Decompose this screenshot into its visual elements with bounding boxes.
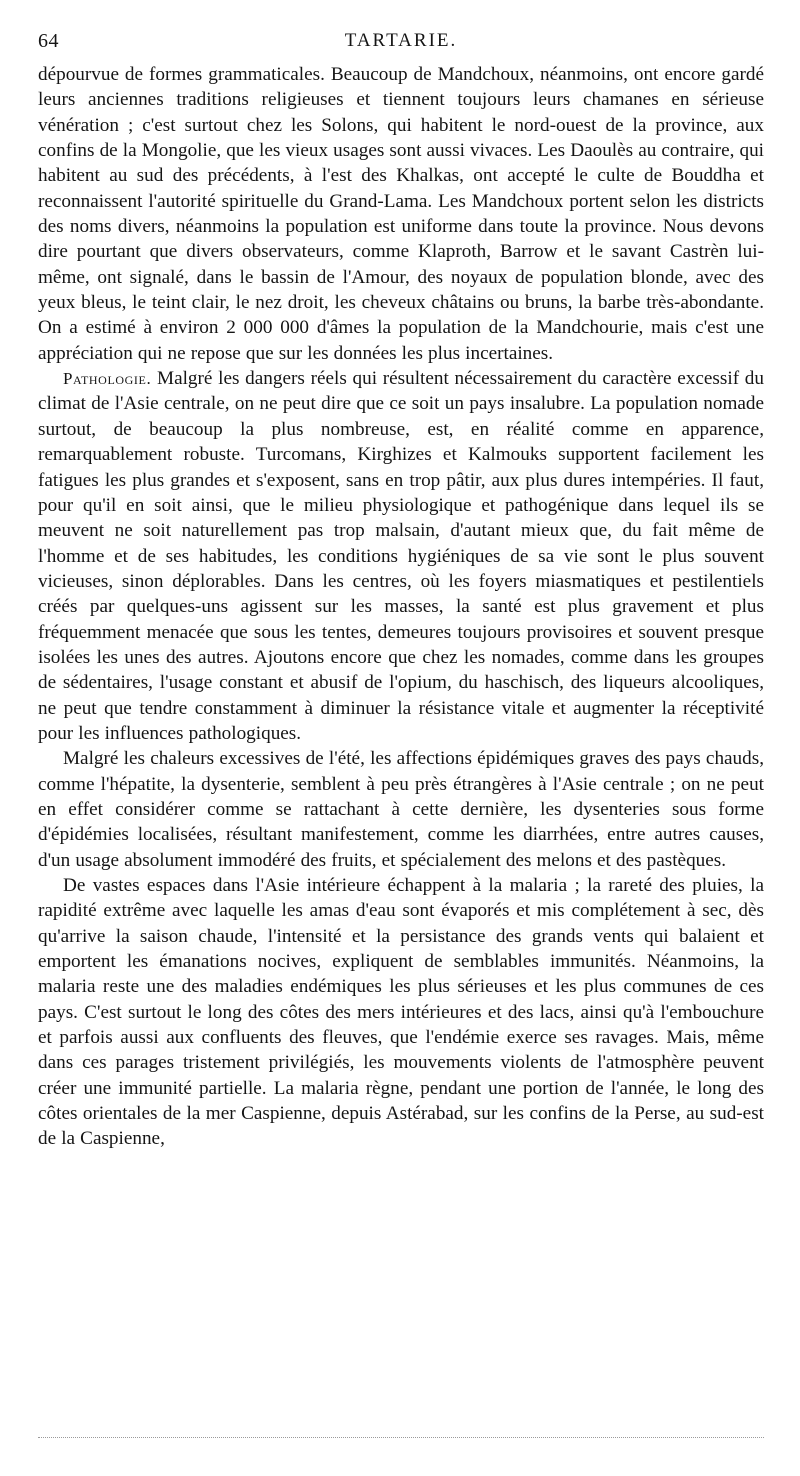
paragraph-text: dépourvue de formes grammaticales. Beaucoup de Mandchoux, néanmoins, ont encore gardé leurs anciennes traditions religieuses et tiennent toujours leurs chamanes en sérieuse vénération ; c'est surtout chez les Solons, qui habitent le nord-ouest de la province, aux confins de la Mongolie, que les vieux usages sont aussi vivaces. Les Daoulès au contraire, qui habitent au sud des précédents, à l'est des Khalkas, ont accepté le culte de Bouddha et reconnaissent l'autorité spirituelle du Grand-Lama. Les Mandchoux portent selon les districts des noms divers, néanmoins la population est uniforme dans toute la province. Nous devons dire pourtant que divers observateurs, comme Klaproth, Barrow et le savant Castrèn lui-même, ont signalé, dans le bassin de l'Amour, des noyaux de population blonde, avec des yeux bleus, le teint clair, le nez droit, les cheveux châtains ou bruns, la barbe très-abondante. On a estimé à environ 2 000 000 d'âmes la population de la Mandchourie, mais c'est une appréciation qui ne repose que sur les données les plus incertaines. [38,64,764,364]
paragraph-text: Malgré les chaleurs excessives de l'été, les affections épidémiques graves des pays chauds, comme l'hépatite, la dysenterie, semblent à peu près étrangères à l'Asie centrale ; on ne peut en effet considérer comme se rattachant à cette dernière, les dysenteries sous forme d'épidémies localisées, résultant manifestement, comme les diarrhées, entre autres causes, d'un usage absolument immodéré des fruits, et spécialement des melons et des pastèques. [38,748,764,871]
section-heading-pathologie: Pathologie. [63,369,152,389]
running-title: TARTARIE. [344,30,458,51]
paragraph-mandchourie-end [38,62,764,366]
body-text [38,62,764,1152]
paragraph-text: De vastes espaces dans l'Asie intérieure échappent à la malaria ; la rareté des pluies, la rapidité extrême avec laquelle les amas d'eau sont évaporés et mis complétement à sec, dès qu'arrive la saison chaude, l'intensité et la persistance des grands vents qui balaient et emportent les émanations nocives, expliquent de semblables immunités. Néanmoins, la malaria reste une des maladies endémiques les plus sérieuses et les plus communes de ces pays. C'est surtout le long des côtes des mers intérieures et des lacs, ainsi qu'à l'embouchure et parfois aussi aux confluents des fleuves, que l'endémie exerce ses ravages. Mais, même dans ces parages tristement privilégiés, les mouvements violents de l'atmosphère peuvent créer une immunité partielle. La malaria règne, pendant une portion de l'année, le long des côtes orientales de la mer Caspienne, depuis Astérabad, sur les confins de la Perse, au sud-est de la Caspienne, [38,875,764,1150]
paragraph-pathologie [38,366,764,746]
footer-dotted-rule [38,1437,764,1438]
page-number: 64 [38,30,59,52]
page-header [38,30,764,60]
paragraph-text: Malgré les dangers réels qui résultent nécessairement du caractère excessif du climat de l'Asie centrale, on ne peut dire que ce soit un pays insalubre. La population nomade surtout, de beaucoup la plus nombreuse, est, en réalité comme en apparence, remarquablement robuste. Turcomans, Kirghizes et Kalmouks supportent facilement les fatigues les plus grandes et s'exposent, sans en trop pâtir, aux plus dures intempéries. Il faut, pour qu'il en soit ainsi, que le milieu physiologique et pathogénique dans lequel ils se meuvent ne soit naturellement pas trop malsain, d'autant mieux que, du fait même de l'homme et de ses habitudes, les conditions hygiéniques de sa vie sont le plus souvent vicieuses, sinon déplorables. Dans les centres, où les foyers miasmatiques et pestilentiels créés par quelques-uns agissent sur les masses, la santé est plus gravement et plus fréquemment menacée que sous les tentes, demeures toujours provisoires et souvent presque isolées les unes des autres. Ajoutons encore que chez les nomades, comme dans les groupes de sédentaires, l'usage constant et abusif de l'opium, du haschisch, des liqueurs alcooliques, ne peut que tendre constamment à diminuer la résistance vitale et augmenter la réceptivité pour les influences pathologiques. [38,368,764,744]
paragraph-malaria [38,873,764,1152]
paragraph-epidemies [38,746,764,873]
